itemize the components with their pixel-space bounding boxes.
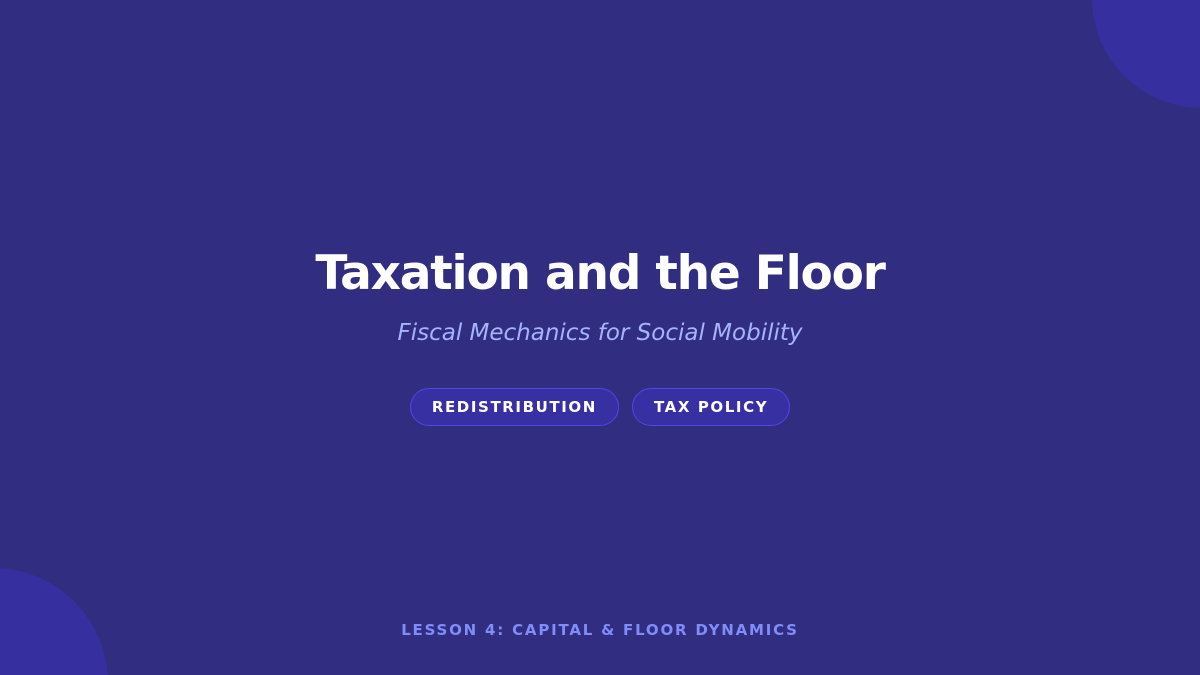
tag-redistribution: REDISTRIBUTION (410, 388, 619, 426)
lesson-footer: LESSON 4: CAPITAL & FLOOR DYNAMICS (401, 621, 799, 639)
slide-subtitle: Fiscal Mechanics for Social Mobility (397, 320, 803, 346)
decorative-circle-top-right (1092, 0, 1200, 108)
slide-title: Taxation and the Floor (315, 246, 885, 301)
tag-tax-policy: TAX POLICY (632, 388, 790, 426)
tag-list (0, 388, 1200, 426)
